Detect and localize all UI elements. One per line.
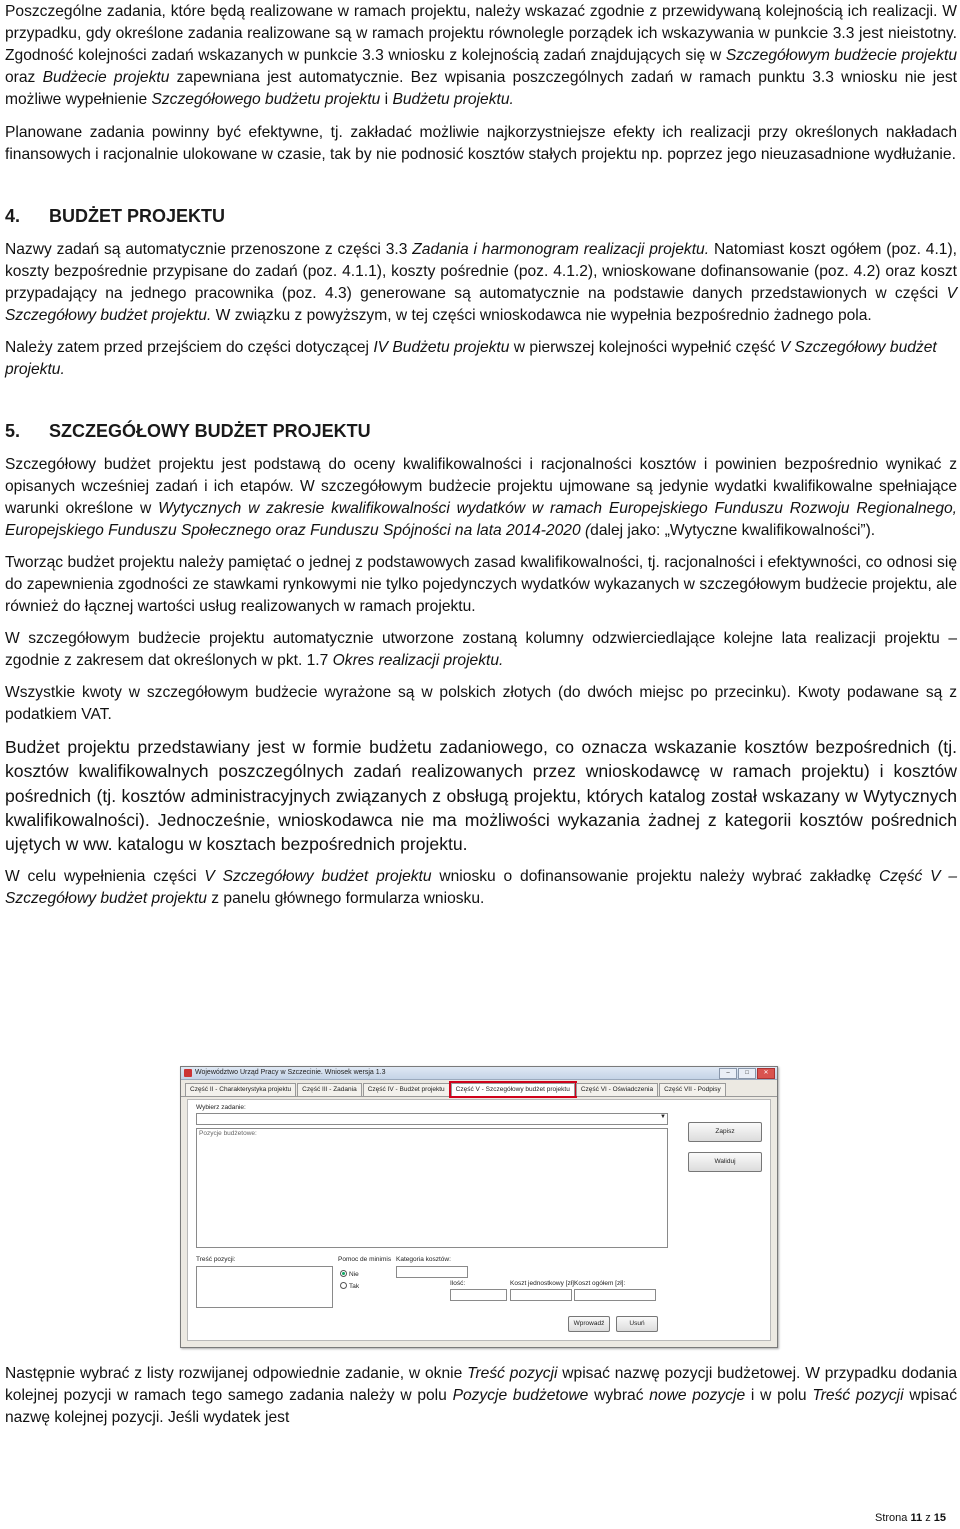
text: W celu wypełnienia części <box>5 868 205 886</box>
section-title: BUDŻET PROJEKTU <box>49 206 226 226</box>
italic-text: V Szczegółowy budżet projektu <box>204 868 432 886</box>
close-icon[interactable]: ✕ <box>757 1068 775 1079</box>
tab-part-4[interactable]: Część IV - Budżet projektu <box>363 1083 450 1096</box>
text: wpisać nazwę pozycji budżetowej. W przypadku dodania kolejnej pozycji w ramach tego samego zadania należy w polu <box>5 1365 958 1404</box>
section-heading-budget <box>5 204 957 228</box>
chevron-down-icon: ▼ <box>660 1114 666 1120</box>
window-title: Województwo Urząd Pracy w Szczecinie. Wniosek wersja 1.3 <box>195 1069 386 1076</box>
text: oraz <box>5 69 43 86</box>
radio-yes-label: Tak <box>349 1283 360 1290</box>
text: wpisać nazwę kolejnej pozycji. Jeśli wydatek jest <box>5 1387 958 1426</box>
italic-text: IV Budżetu projektu <box>373 339 510 356</box>
document-page-continued <box>5 1363 957 1429</box>
page-number: 11 <box>910 1512 923 1524</box>
italic-text: Pozycje budżetowe <box>452 1387 589 1404</box>
italic-text: nowe pozycje <box>649 1387 746 1404</box>
text: Następnie wybrać z listy rozwijanej odpowiednie zadanie, w oknie <box>5 1365 468 1382</box>
italic-text: Wytycznych w zakresie kwalifikowalności wydatków w ramach Europejskiego Funduszu Rozwoju Regionalnego, Europejskiego Funduszu Społecznego oraz Funduszu Spójności na lata 2014-2020 ( <box>5 500 957 539</box>
paragraph-rationality: Tworząc budżet projektu należy pamiętać o jednej z podstawowych zasad kwalifikowalności, tj. racjonalności i efektywności, co odnosi się do zapewnienia zgodności ze stawkami rynkowymi nie tylko pojedynczych wydatków wykazanych w szczegółowym budżecie projektu, ale również do łącznej wartości usług realizowanych w ramach projektu. <box>5 554 957 615</box>
insert-button[interactable]: Wprowadź <box>568 1316 610 1332</box>
paragraph-detailed-budget-basis <box>5 454 957 542</box>
category-label: Kategoria kosztów: <box>396 1256 451 1263</box>
italic-text: Okres realizacji projektu. <box>332 652 504 669</box>
unit-cost-label: Koszt jednostkowy [zł]: <box>510 1280 576 1287</box>
total-cost-label: Koszt ogółem [zł]: <box>574 1280 626 1287</box>
maximize-icon[interactable]: □ <box>738 1068 756 1079</box>
text: Natomiast koszt ogółem (poz. 4.1), koszty bezpośrednie przypisane do zadań (poz. 4.1.1), koszty pośrednie (poz. 4.1.2), wnioskowane dofinansowanie (poz. 4.2) oraz koszt przypadający na jednego pracownika (poz. 4.3) generowane są automatycznie na podstawie danych przedstawionych w części <box>5 241 957 302</box>
paragraph-tasks-order <box>5 1 957 111</box>
paragraph-select-tab <box>5 866 957 910</box>
quantity-input[interactable] <box>450 1289 507 1301</box>
text: Poszczególne zadania, które będą realizowane w ramach projektu, należy wskazać zgodnie z przewidywaną kolejnością ich realizacji. W przypadku, gdy określone zadania realizowane są w ramach projektu równolegle porządek ich wskazywania w punkcie 3.3 jest nieistotny. Zgodność kolejności zadań wskazanych w punkcie 3.3 wniosku z kolejnością zadań znajdujących się w <box>5 3 957 64</box>
delete-button[interactable]: Usuń <box>616 1316 658 1332</box>
section-heading-detailed-budget <box>5 419 957 443</box>
task-label: Wybierz zadanie: <box>196 1104 246 1111</box>
section-title: SZCZEGÓŁOWY BUDŻET PROJEKTU <box>49 421 371 441</box>
minimize-icon[interactable]: – <box>719 1068 737 1079</box>
tab-part-7[interactable]: Część VII - Podpisy <box>659 1083 726 1096</box>
radio-no-label: Nie <box>349 1271 359 1278</box>
tab-part-2[interactable]: Część II - Charakterystyka projektu <box>185 1083 296 1096</box>
italic-text: Budżecie projektu <box>42 69 170 86</box>
footer-prefix: Strona <box>875 1512 908 1524</box>
text: Nazwy zadań są automatycznie przenoszone z części 3.3 <box>5 241 413 258</box>
text: Należy zatem przed przejściem do części dotyczącej <box>5 339 374 356</box>
budget-items-list[interactable] <box>196 1128 668 1248</box>
paragraph-currency: Wszystkie kwoty w szczegółowym budżecie wyrażone są w polskich złotych (do dwóch miejsc po przecinku). Kwoty podawane są z podatkiem VAT. <box>5 684 957 723</box>
page-total: 15 <box>933 1512 946 1524</box>
page-footer <box>875 1512 946 1524</box>
total-cost-input[interactable] <box>574 1289 656 1301</box>
save-button[interactable]: Zapisz <box>688 1122 762 1142</box>
item-text-label: Treść pozycji: <box>196 1256 236 1263</box>
budget-items-label: Pozycje budżetowe: <box>199 1130 257 1137</box>
text: wniosku o dofinansowanie projektu należy wybrać zakładkę <box>431 868 879 886</box>
text: i w polu <box>745 1387 813 1404</box>
radio-yes[interactable] <box>340 1282 359 1290</box>
footer-mid: z <box>925 1512 931 1524</box>
paragraph-fill-order <box>5 337 957 381</box>
de-minimis-label: Pomoc de minimis <box>338 1256 392 1263</box>
italic-text: V Szczegółowy budżet projektu. <box>5 339 937 378</box>
text: w pierwszej kolejności wypełnić część <box>509 339 780 356</box>
window-controls <box>719 1068 775 1079</box>
text: wybrać <box>588 1387 650 1404</box>
tab-part-5[interactable]: Część V - Szczegółowy budżet projektu <box>451 1083 575 1096</box>
section-number: 5. <box>5 421 21 441</box>
radio-no[interactable] <box>340 1270 359 1278</box>
italic-text: Zadania i harmonogram realizacji projektu. <box>412 241 710 258</box>
text: i <box>380 91 393 108</box>
radio-selected-icon <box>340 1270 347 1277</box>
task-select[interactable] <box>196 1113 668 1125</box>
item-text-input[interactable] <box>196 1266 333 1308</box>
paragraph-task-budget: Budżet projektu przedstawiany jest w formie budżetu zadaniowego, co oznacza wskazanie kosztów bezpośrednich (tj. kosztów kwalifikowalnych poszczególnych zadań realizowanych przez wnioskodawcę w ramach projektu) i kosztów pośrednich (tj. kosztów administracyjnych związanych z obsługą projektu, których katalog został wskazany w Wytycznych kwalifikowalności). Jednocześnie, wnioskodawca nie ma możliwości wykazania żadnej z kategorii kosztów pośrednich ujętych w ww. katalogu w kosztach bezpośrednich projektu. <box>5 737 957 855</box>
paragraph-budget-auto <box>5 239 957 327</box>
italic-text: Treść pozycji <box>467 1365 558 1382</box>
text: zapewniana jest automatycznie. Bez wpisania poszczególnych zadań w ramach punktu 3.3 wniosku nie jest możliwe wypełnienie <box>5 69 958 108</box>
text: Szczegółowy budżet projektu jest podstawą do oceny kwalifikowalności i racjonalności kosztów i powinien bezpośrednio wynikać z opisanych wcześniej zadań i ich etapów. W szczegółowym budżecie projektu ujmowane są jedynie wydatki kwalifikowalne spełniające warunki określone w <box>5 456 957 517</box>
italic-text: V Szczegółowy budżet projektu. <box>5 285 957 324</box>
italic-text: Szczegółowego budżetu projektu <box>151 91 381 108</box>
form-screenshot <box>180 1066 778 1348</box>
window-titlebar <box>181 1067 777 1080</box>
text: z panelu głównego formularza wniosku. <box>206 890 485 908</box>
unit-cost-input[interactable] <box>510 1289 572 1301</box>
quantity-label: Ilość: <box>450 1280 466 1287</box>
form-panel <box>187 1099 771 1341</box>
paragraph-effective-tasks: Planowane zadania powinny być efektywne, tj. zakładać możliwie najkorzystniejsze efekty ich realizacji przy określonych nakładach finansowych i racjonalnie ulokowane w czasie, tak by nie podnosić kosztów stałych projektu np. poprzez jego nieuzasadnione wydłużanie. <box>5 124 957 163</box>
text: dalej jako: „Wytyczne kwalifikowalności”). <box>590 522 876 539</box>
tab-part-6[interactable]: Część VI - Oświadczenia <box>576 1083 658 1096</box>
category-select[interactable] <box>396 1266 468 1278</box>
italic-text: Część V – Szczegółowy budżet projektu <box>5 868 957 908</box>
italic-text: Szczegółowym budżecie projektu <box>725 47 957 64</box>
document-page <box>5 0 957 910</box>
app-icon <box>184 1069 192 1077</box>
italic-text: Treść pozycji <box>812 1387 904 1404</box>
italic-text: Budżetu projektu. <box>392 91 514 108</box>
section-number: 4. <box>5 206 21 226</box>
text: W związku z powyższym, w tej części wnioskodawca nie wypełnia bezpośrednio żadnego pola. <box>211 307 872 324</box>
validate-button[interactable]: Waliduj <box>688 1152 762 1172</box>
tab-part-3[interactable]: Część III - Zadania <box>297 1083 362 1096</box>
text: W szczegółowym budżecie projektu automatycznie utworzone zostaną kolumny odzwierciedlające kolejne lata realizacji projektu – zgodnie z zakresem dat określonych w pkt. 1.7 <box>5 630 957 669</box>
paragraph-year-columns <box>5 628 957 672</box>
paragraph-select-task <box>5 1363 957 1429</box>
form-tabs <box>181 1083 777 1097</box>
radio-empty-icon <box>340 1282 347 1289</box>
